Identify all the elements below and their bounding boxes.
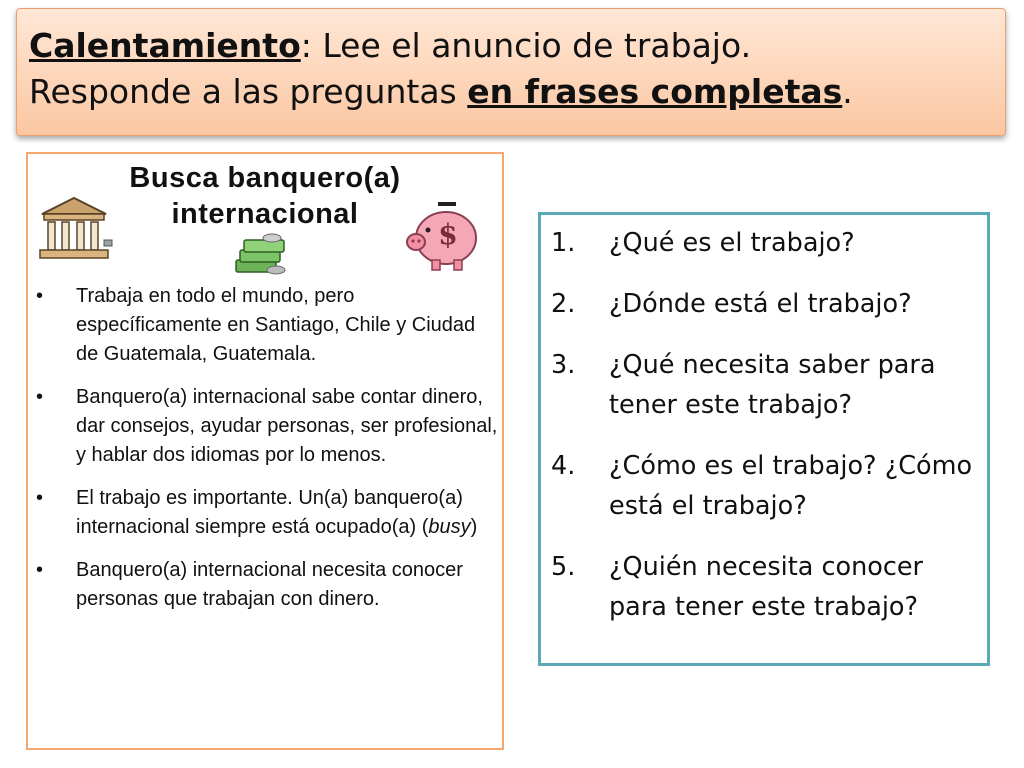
question-text: ¿Dónde está el trabajo? [609, 289, 912, 319]
question-number: 4. [551, 451, 576, 481]
question-text: ¿Cómo es el trabajo? ¿Cómo está el trabajo? [609, 451, 973, 521]
job-ad-bullet-list [32, 282, 502, 628]
title-emphasis-frases: en frases completas [467, 72, 843, 111]
bullet-item [32, 484, 502, 542]
bullet-text: Trabaja en todo el mundo, pero específicamente en Santiago, Chile y Ciudad de Guatemala, Guatemala. [76, 285, 476, 365]
questions-panel [538, 212, 990, 666]
question-number: 5. [551, 552, 576, 582]
bullet-marker: • [36, 386, 44, 408]
title-line-1 [29, 23, 1005, 69]
question-item [551, 345, 987, 425]
bullet-item [32, 282, 502, 369]
question-item [551, 547, 987, 627]
title-emphasis-calentamiento: Calentamiento [29, 26, 301, 65]
job-ad-panel [26, 152, 504, 750]
question-text: ¿Qué necesita saber para tener este trabajo? [609, 350, 936, 420]
question-item [551, 223, 987, 263]
question-text: ¿Qué es el trabajo? [609, 228, 855, 258]
money-stack-icon [232, 230, 288, 278]
job-ad-heading-line-1: Busca banquero(a) [129, 162, 401, 194]
question-number: 3. [551, 350, 576, 380]
title-line-1-text: : Lee el anuncio de trabajo. [300, 26, 752, 65]
questions-list [541, 215, 987, 627]
bullet-text-italic: busy [428, 516, 471, 538]
bank-icon [34, 194, 114, 264]
question-number: 2. [551, 289, 576, 319]
title-line-2-end: . [842, 72, 853, 111]
pig-dollar-sign: $ [438, 218, 458, 251]
question-item [551, 284, 987, 324]
bullet-text: Banquero(a) internacional sabe contar dinero, dar consejos, ayudar personas, ser profesional, y hablar dos idiomas por lo menos. [76, 386, 498, 466]
question-number: 1. [551, 228, 576, 258]
bullet-text-start: El trabajo es importante. Un(a) banquero(a) internacional siempre está ocupado(a) ( [76, 487, 463, 538]
bullet-item [32, 556, 502, 614]
question-item [551, 446, 987, 526]
bullet-text-end: ) [470, 516, 478, 538]
job-ad-heading-line-2: internacional [171, 198, 359, 230]
title-line-2-start: Responde a las preguntas [29, 72, 468, 111]
bullet-text [76, 487, 477, 538]
title-line-2 [29, 69, 1005, 115]
bullet-marker: • [36, 285, 44, 307]
question-text: ¿Quién necesita conocer para tener este trabajo? [609, 552, 924, 622]
bullet-item [32, 383, 502, 470]
bullet-marker: • [36, 487, 44, 509]
bullet-marker: • [36, 559, 44, 581]
title-banner [16, 8, 1006, 136]
bullet-text: Banquero(a) internacional necesita conocer personas que trabajan con dinero. [76, 559, 463, 610]
piggy-bank-icon [402, 192, 486, 276]
